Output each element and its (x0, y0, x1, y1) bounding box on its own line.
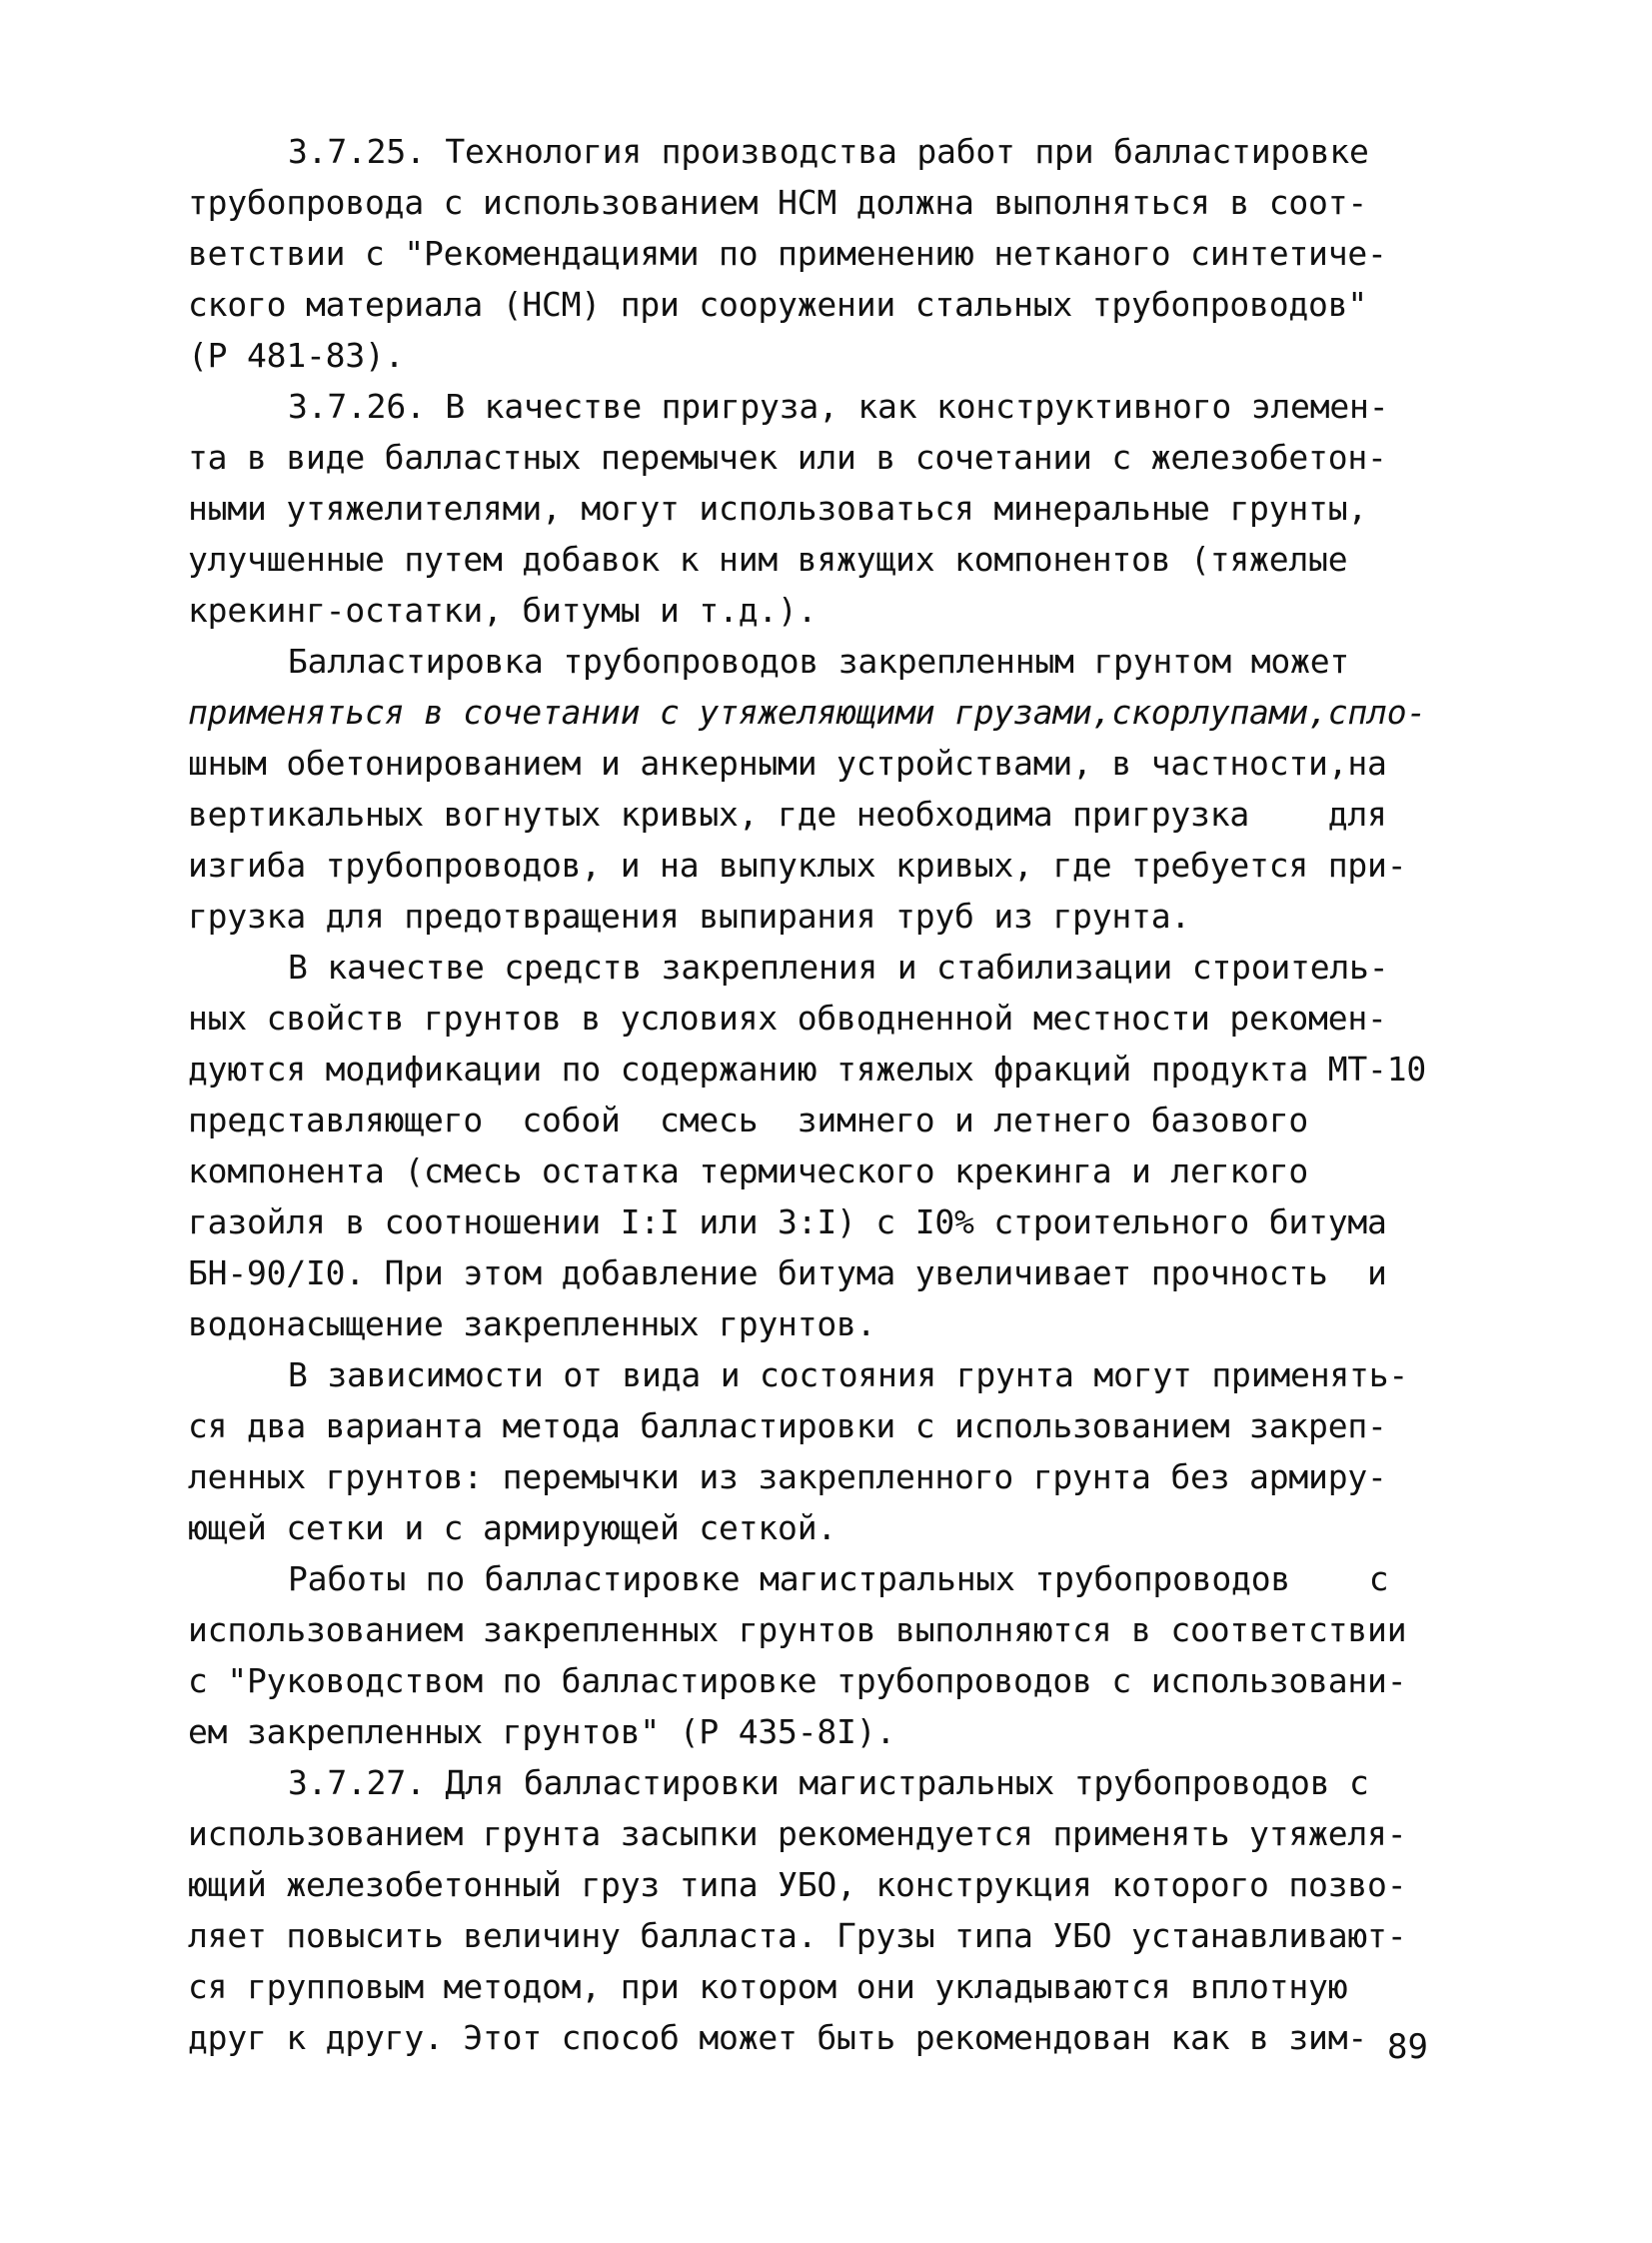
text-line: вертикальных вогнутых кривых, где необходима пригрузка для (188, 795, 1387, 834)
text-line: крекинг-остатки, битумы и т.д.). (188, 591, 818, 630)
text-line: (Р 481-83). (188, 336, 405, 375)
paragraph-works-guide (188, 1553, 1487, 1757)
text-line: 3.7.26. В качестве пригруза, как конструктивного элемен- (288, 387, 1389, 426)
text-line: 3.7.25. Технология производства работ при балластировке (288, 132, 1369, 171)
text-line: улучшенные путем добавок к ним вяжущих компонентов (тяжелые (188, 540, 1348, 579)
text-line: газойля в соотношении I:I или 3:I) с I0% строительного битума (188, 1202, 1387, 1241)
text-line: та в виде балластных перемычек или в сочетании с железобетон- (188, 438, 1387, 477)
text-line: Балластировка трубопроводов закрепленным грунтом может (288, 642, 1350, 681)
text-line: ющий железобетонный груз типа УБО, конструкция которого позво- (188, 1865, 1407, 1904)
text-line: представляющего собой смесь зимнего и летнего базового (188, 1101, 1309, 1139)
text-line: дуются модификации по содержанию тяжелых фракций продукта МТ-10 (188, 1050, 1427, 1089)
body-text (188, 126, 1487, 2063)
paragraph-stabilization-means (188, 942, 1487, 1349)
text-line: применяться в сочетании с утяжеляющими грузами,скорлупами,спло- (188, 693, 1427, 732)
page-number: 89 (1387, 2027, 1428, 2067)
text-line: ющей сетки и с армирующей сеткой. (188, 1508, 837, 1547)
paragraph-ballasting-fixed-soil (188, 636, 1487, 942)
text-line: ся два варианта метода балластировки с использованием закреп- (188, 1406, 1387, 1445)
text-line: 3.7.27. Для балластировки магистральных трубопроводов с (288, 1763, 1369, 1802)
paragraph-3-7-27 (188, 1757, 1487, 2063)
text-line: ными утяжелителями, могут использоваться минеральные грунты, (188, 489, 1368, 528)
text-line: компонента (смесь остатка термического крекинга и легкого (188, 1151, 1309, 1190)
text-line: ветствии с "Рекомендациями по применению нетканого синтетиче- (188, 234, 1387, 273)
text-line: с "Руководством по балластировке трубопроводов с использовани- (188, 1661, 1407, 1700)
paragraph-two-variants (188, 1349, 1487, 1553)
text-line: водонасыщение закрепленных грунтов. (188, 1304, 876, 1343)
text-line: друг к другу. Этот способ может быть рекомендован как в зим- (188, 2018, 1368, 2057)
paragraph-3-7-25 (188, 126, 1487, 381)
text-line: ляет повысить величину балласта. Грузы типа УБО устанавливают- (188, 1916, 1407, 1955)
text-line: использованием закрепленных грунтов выполняются в соответствии (188, 1610, 1407, 1649)
text-line: ского материала (НСМ) при сооружении стальных трубопроводов" (188, 285, 1368, 324)
text-line: использованием грунта засыпки рекомендуется применять утяжеля- (188, 1814, 1407, 1853)
text-line: шным обетонированием и анкерными устройствами, в частности,на (188, 744, 1387, 783)
text-line: ных свойств грунтов в условиях обводненной местности рекомен- (188, 999, 1387, 1038)
text-line: В качестве средств закрепления и стабилизации строитель- (288, 948, 1389, 987)
text-line: Работы по балластировке магистральных трубопроводов с (288, 1559, 1389, 1598)
text-line: БН-90/I0. При этом добавление битума увеличивает прочность и (188, 1253, 1387, 1292)
text-line: ленных грунтов: перемычки из закрепленного грунта без армиру- (188, 1457, 1387, 1496)
text-line: В зависимости от вида и состояния грунта могут применять- (288, 1355, 1409, 1394)
text-line: грузка для предотвращения выпирания труб из грунта. (188, 897, 1191, 936)
text-line: трубопровода с использованием НСМ должна выполняться в соот- (188, 183, 1368, 222)
text-line: ся групповым методом, при котором они укладываются вплотную (188, 1967, 1348, 2006)
text-line: изгиба трубопроводов, и на выпуклых кривых, где требуется при- (188, 846, 1407, 885)
text-line: ем закрепленных грунтов" (Р 435-8I). (188, 1712, 896, 1751)
paragraph-3-7-26 (188, 381, 1487, 636)
